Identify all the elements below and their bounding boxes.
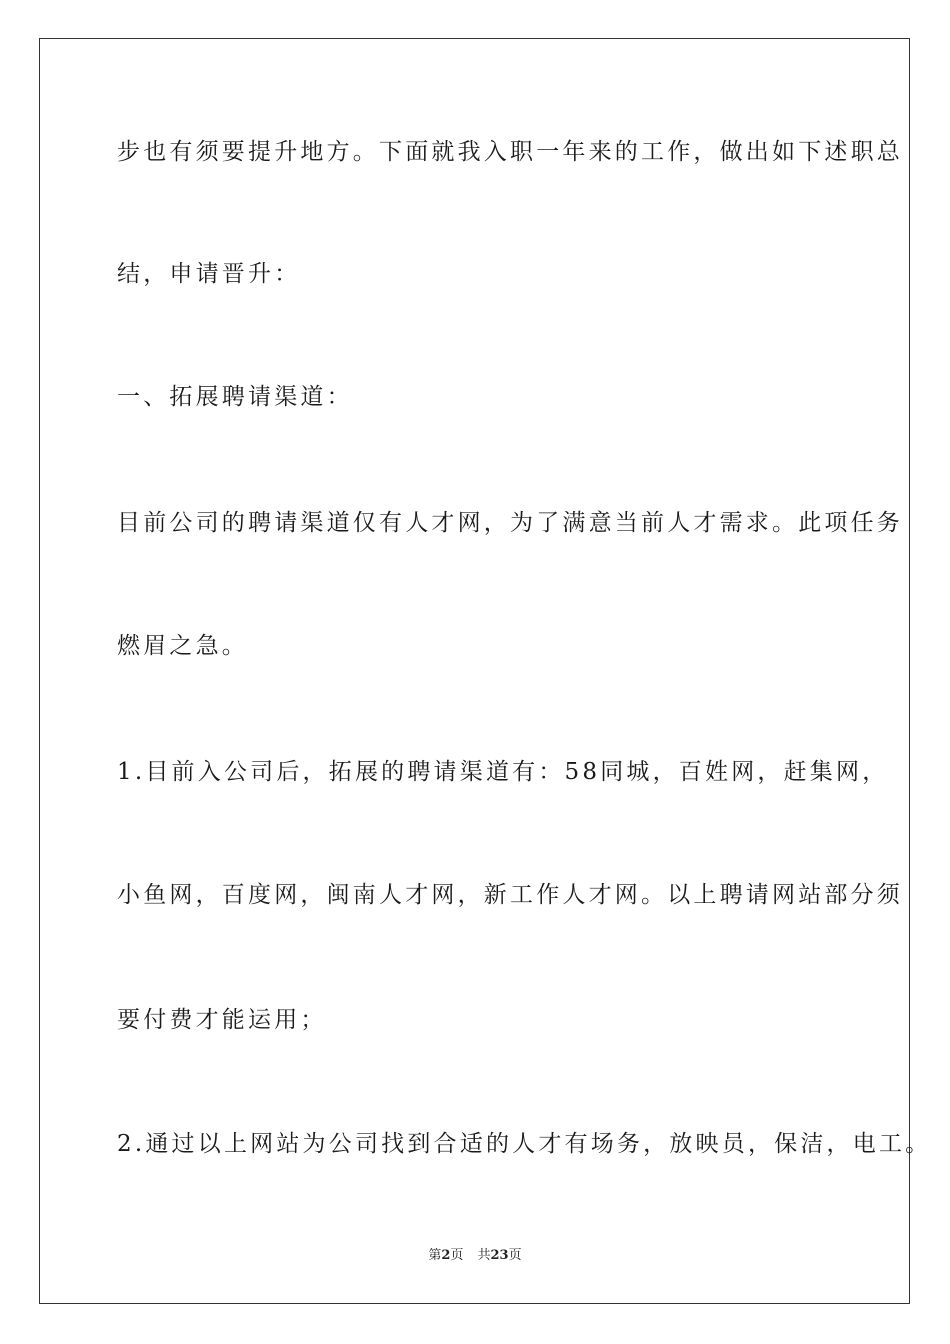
text-line-7: 小鱼网，百度网，闽南人才网，新工作人才网。以上聘请网站部分须: [117, 882, 903, 908]
page-prefix: 第: [428, 1248, 442, 1263]
total-pages: 23: [490, 1248, 509, 1263]
total-suffix: 页: [508, 1248, 522, 1263]
page-border: [39, 38, 910, 1304]
text-line-1: 步也有须要提升地方。下面就我入职一年来的工作，做出如下述职总: [117, 139, 903, 165]
total-prefix: 共: [477, 1248, 491, 1263]
section-heading: 一、拓展聘请渠道：: [117, 384, 353, 410]
page-number: 2: [441, 1248, 451, 1263]
text-line-9: 2.通过以上网站为公司找到合适的人才有场务，放映员，保洁，电工。: [117, 1131, 932, 1157]
text-line-8: 要付费才能运用；: [117, 1007, 327, 1033]
text-line-4: 目前公司的聘请渠道仅有人才网，为了满意当前人才需求。此项任务: [117, 510, 903, 536]
text-line-5: 燃眉之急。: [117, 633, 248, 659]
text-line-6: 1.目前入公司后，拓展的聘请渠道有：58同城，百姓网，赶集网，: [117, 759, 889, 785]
text-line-2: 结，申请晋升：: [117, 261, 301, 287]
page-suffix: 页: [450, 1248, 464, 1263]
page-footer: [0, 1248, 950, 1264]
